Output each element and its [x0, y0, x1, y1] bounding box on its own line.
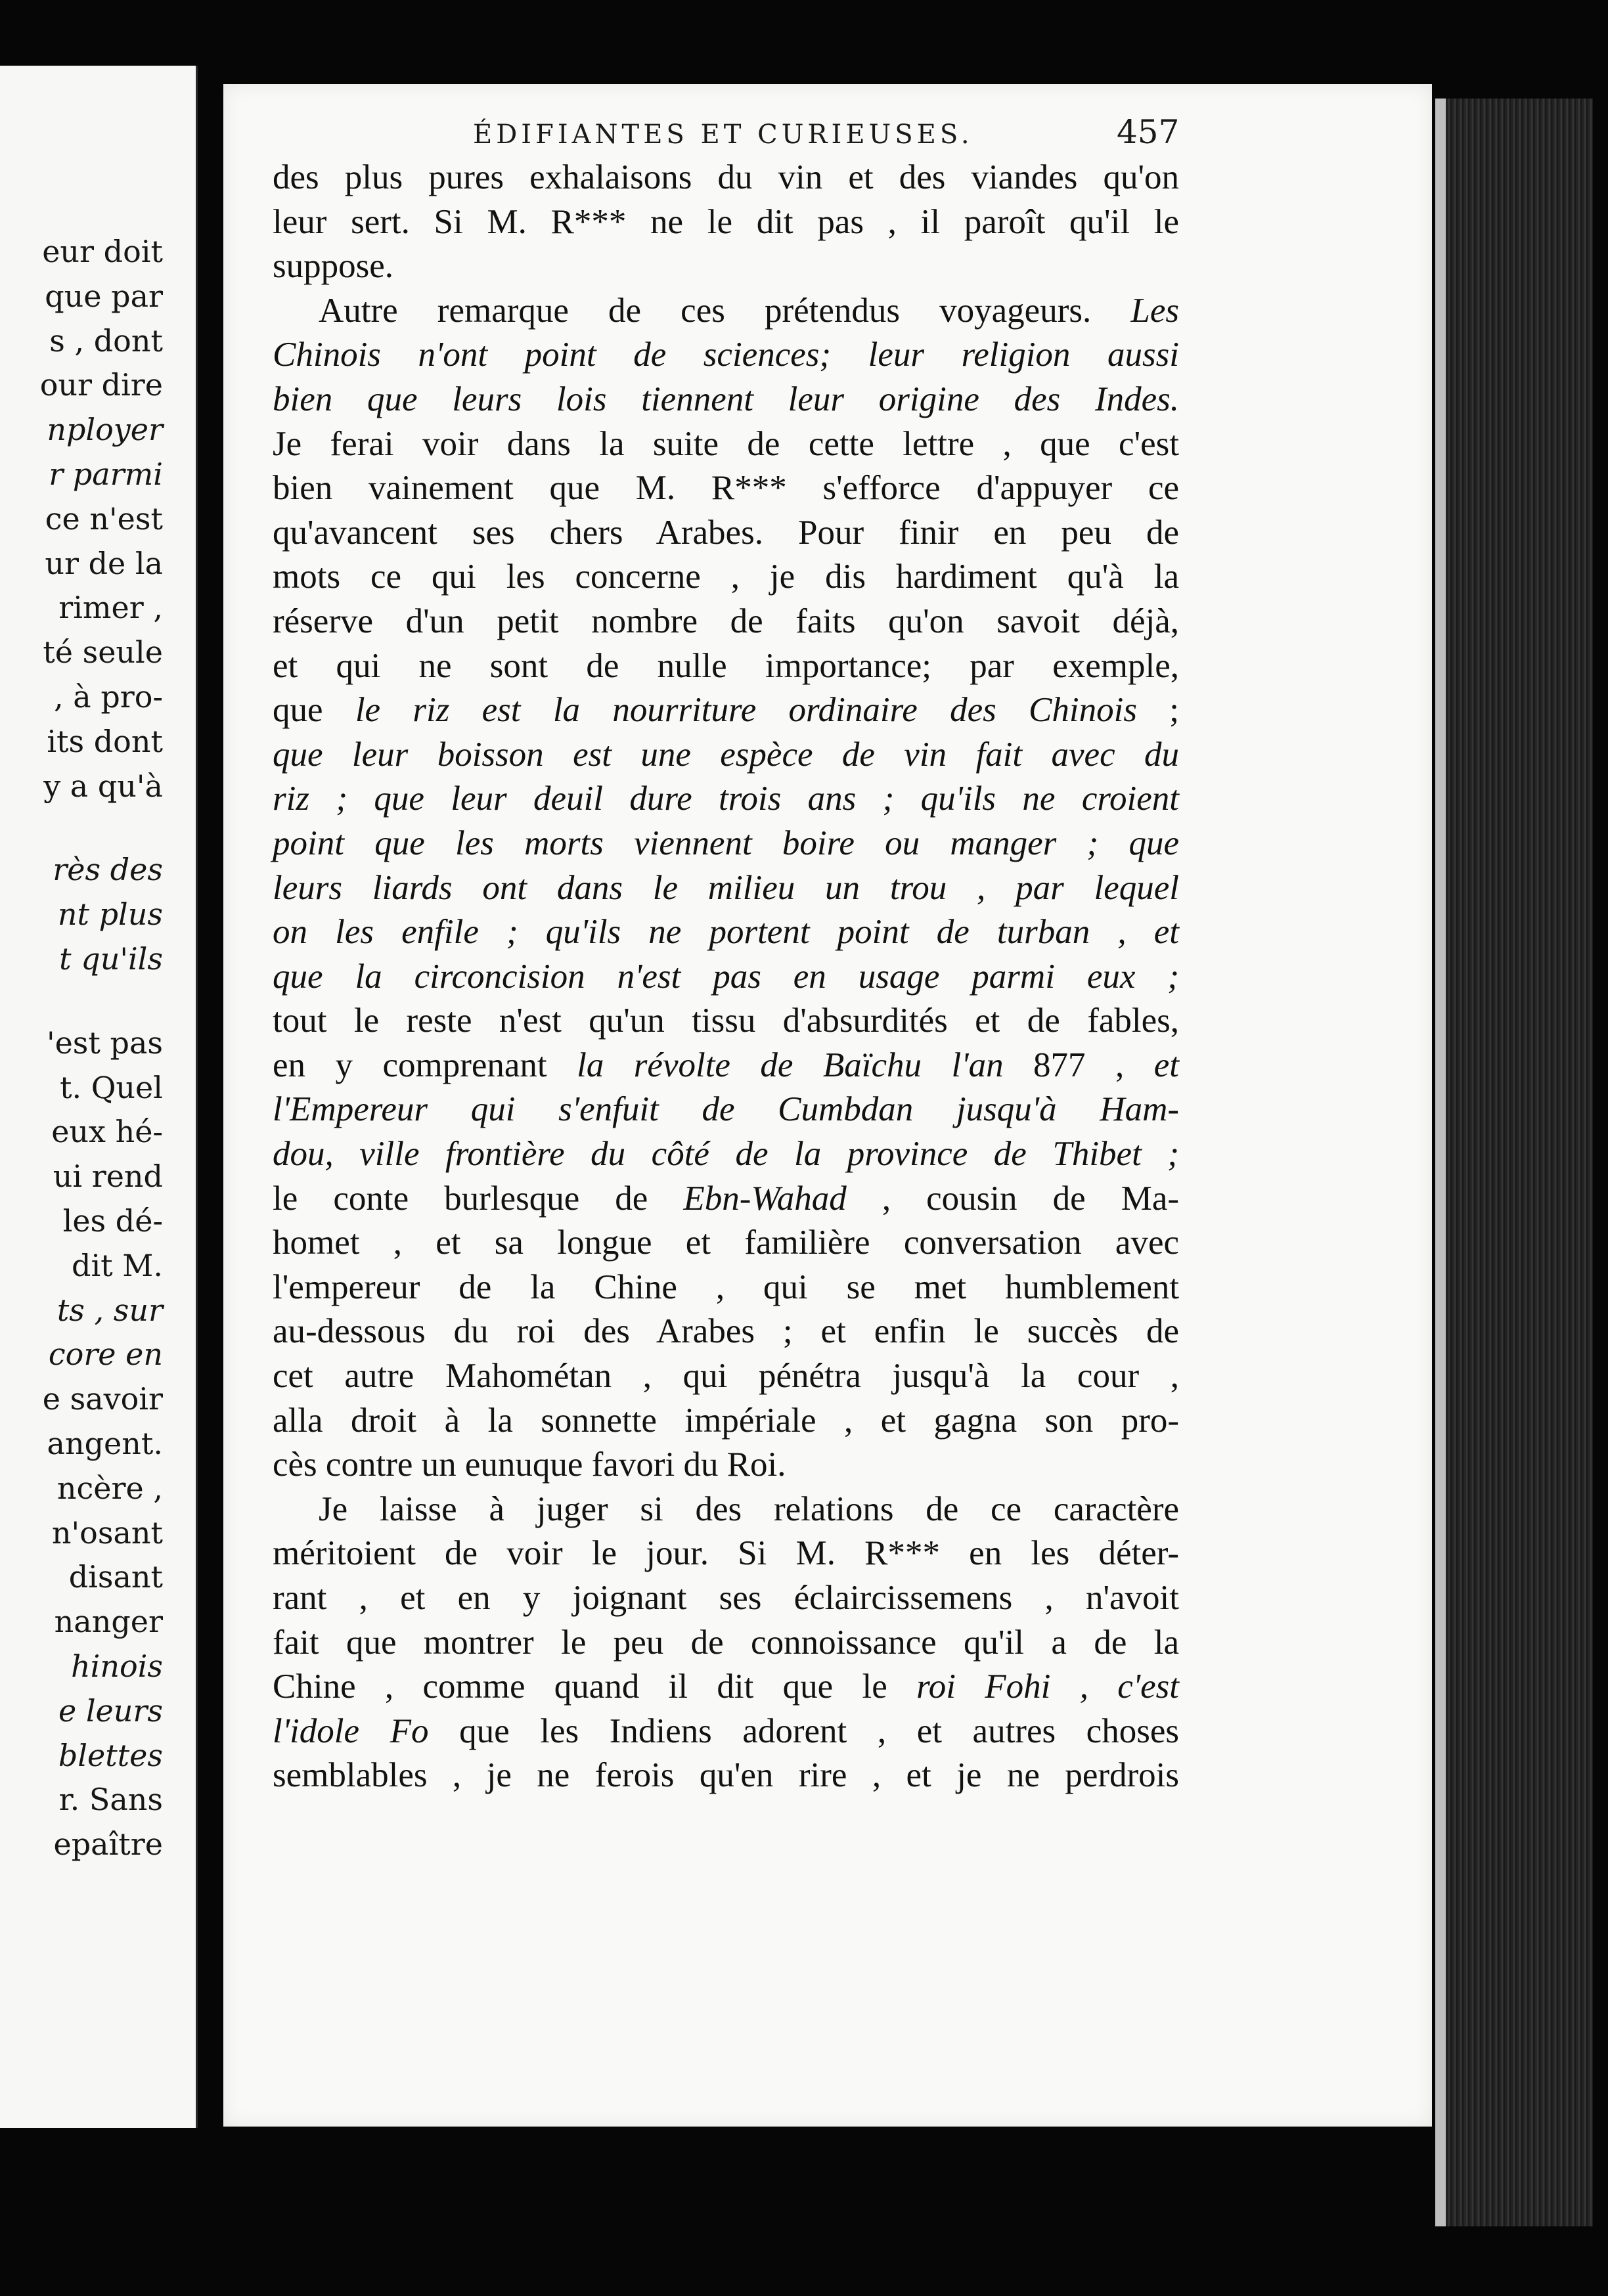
text-segment: que les Indiens adorent , et autres choses [428, 1711, 1179, 1750]
text-segment: cès contre un eunuque favori du Roi. [273, 1446, 786, 1484]
text-segment: Autre remarque de ces prétendus voyageurs. [319, 291, 1131, 330]
facing-page-line: blettes [58, 1737, 163, 1773]
italic-text: leurs liards ont dans le milieu un trou , par lequel [273, 868, 1179, 907]
text-segment: 877 , [1003, 1046, 1154, 1084]
text-line [273, 156, 1179, 200]
facing-page-line: les dé- [62, 1203, 163, 1239]
text-line [273, 378, 1179, 422]
text-segment: en y comprenant [273, 1046, 577, 1084]
italic-text: Les [1130, 291, 1179, 330]
facing-page-line: eur doit [42, 234, 163, 269]
book-edge [1435, 99, 1593, 2226]
facing-page-line: rès des [53, 852, 163, 888]
text-segment: Je laisse à juger si des relations de ce caractère [319, 1490, 1179, 1528]
text-segment: Je ferai voir dans la suite de cette lettre , que c'est [273, 424, 1179, 463]
facing-page-line: our dire [39, 367, 163, 403]
text-segment: méritoient de voir le jour. Si M. R*** en les déter- [273, 1534, 1179, 1573]
text-segment: ; [1136, 691, 1180, 730]
italic-text: et [1153, 1046, 1179, 1084]
facing-page-line: ncère , [56, 1470, 163, 1506]
text-line [273, 200, 1179, 245]
facing-page-line: s , dont [49, 322, 163, 359]
facing-page-line: core en [48, 1336, 163, 1373]
facing-page-line: dit M. [72, 1247, 163, 1283]
text-segment: au-dessous du roi des Arabes ; et enfin le succès de [273, 1312, 1179, 1351]
facing-page-line: 'est pas [46, 1025, 163, 1061]
text-segment: alla droit à la sonnette impériale , et gagna son pro- [273, 1401, 1179, 1440]
text-segment: que [273, 691, 355, 730]
text-line [273, 1710, 1179, 1754]
text-line [273, 910, 1179, 955]
text-segment: mots ce qui les concerne , je dis hardiment qu'à la [273, 558, 1179, 596]
text-line [273, 1754, 1179, 1798]
text-segment: réserve d'un petit nombre de faits qu'on savoit déjà, [273, 602, 1179, 640]
text-segment: tout le reste n'est qu'un tissu d'absurdités et de fables, [273, 1002, 1179, 1040]
text-line [273, 1399, 1179, 1444]
text-line [273, 866, 1179, 911]
facing-page-line: rimer , [58, 590, 163, 626]
italic-text: l'idole Fo [273, 1711, 429, 1750]
text-line [273, 1621, 1179, 1666]
italic-text: roi Fohi , c'est [916, 1667, 1180, 1706]
running-head-title: ÉDIFIANTES ET CURIEUSES. [473, 120, 973, 150]
text-line [273, 1044, 1179, 1088]
text-segment: rant , et en y joignant ses éclaircissemens , n'avoit [273, 1579, 1179, 1617]
text-line [273, 1221, 1179, 1266]
text-line [273, 955, 1179, 1000]
facing-page-line: r parmi [49, 456, 163, 492]
facing-page-line: ce n'est [45, 500, 163, 537]
body-text [273, 156, 1179, 1798]
text-segment: le conte burlesque de [273, 1179, 684, 1218]
facing-page-line: nt plus [57, 896, 163, 933]
text-line [273, 466, 1179, 511]
facing-page-line: t qu'ils [59, 940, 163, 977]
italic-text: dou, ville frontière du côté de la province de Thibet ; [273, 1135, 1179, 1174]
facing-page-line: que par [45, 278, 163, 314]
facing-page-line [0, 808, 163, 848]
italic-text: riz ; que leur deuil dure trois ans ; qu'ils ne croient [273, 780, 1179, 818]
facing-page-line: e leurs [58, 1692, 163, 1729]
facing-page-line: r. Sans [58, 1782, 163, 1818]
text-line [273, 289, 1179, 334]
text-segment: , cousin de Ma- [846, 1179, 1180, 1218]
text-line [273, 1576, 1179, 1621]
facing-page-line: t. Quel [59, 1069, 163, 1105]
text-segment: qu'avancent ses chers Arabes. Pour finir en peu de [273, 513, 1179, 552]
text-line [273, 555, 1179, 600]
text-segment: homet , et sa longue et familière conversation avec [273, 1224, 1179, 1262]
page-number: 457 [1117, 113, 1180, 151]
italic-text: Chinois n'ont point de sciences; leur religion aussi [273, 336, 1179, 374]
facing-page-left [0, 66, 198, 2128]
facing-page-line: nployer [47, 412, 163, 448]
text-line [273, 1532, 1179, 1576]
facing-page-line: angent. [47, 1425, 163, 1461]
facing-page-line: disant [68, 1559, 163, 1595]
italic-text: on les enfile ; qu'ils ne portent point de turban , et [273, 913, 1179, 952]
text-line [273, 1488, 1179, 1532]
text-segment: et qui ne sont de nulle importance; par exemple, [273, 646, 1179, 685]
facing-page-line: ts , sur [56, 1292, 163, 1328]
text-segment: l'empereur de la Chine , qui se met humblement [273, 1268, 1179, 1306]
facing-page-line: hinois [71, 1648, 163, 1684]
text-segment: cet autre Mahométan , qui pénétra jusqu'à la cour , [273, 1357, 1179, 1396]
text-line [273, 1132, 1179, 1177]
italic-text: Ebn-Wahad [683, 1179, 847, 1218]
italic-text: le riz est la nourriture ordinaire des Chinois [355, 691, 1137, 730]
text-line [273, 1443, 1179, 1488]
facing-page-line [0, 982, 163, 1021]
text-line [273, 422, 1179, 467]
text-line [273, 600, 1179, 644]
facing-page-line: epaître [53, 1826, 163, 1863]
italic-text: la révolte de Baïchu l'an [577, 1046, 1004, 1084]
facing-page-line: té seule [43, 634, 163, 671]
text-line [273, 1354, 1179, 1399]
facing-page-line: y a qu'à [43, 768, 163, 804]
text-line [273, 1088, 1179, 1132]
text-segment: leur sert. Si M. R*** ne le dit pas , il paroît qu'il le [273, 202, 1179, 241]
facing-page-line: ui rend [53, 1159, 163, 1195]
text-segment: suppose. [273, 247, 394, 286]
text-segment: des plus pures exhalaisons du vin et des viandes qu'on [273, 158, 1179, 196]
italic-text: bien que leurs lois tiennent leur origine des Indes. [273, 380, 1179, 418]
facing-page-line: e savoir [42, 1381, 163, 1417]
text-line [273, 511, 1179, 556]
text-segment: Chine , comme quand il dit que le [273, 1667, 917, 1706]
page-edge-highlight [1435, 99, 1446, 2226]
facing-page-text [0, 230, 163, 1867]
facing-page-line: , à pro- [54, 678, 163, 715]
facing-page-line: nanger [54, 1604, 163, 1640]
text-line [273, 733, 1179, 778]
text-line [273, 1310, 1179, 1354]
text-segment: bien vainement que M. R*** s'efforce d'appuyer ce [273, 469, 1179, 508]
text-segment: fait que montrer le peu de connoissance qu'il a de la [273, 1623, 1179, 1662]
italic-text: l'Empereur qui s'enfuit de Cumbdan jusqu'à Ham- [273, 1090, 1179, 1129]
text-line [273, 1177, 1179, 1222]
facing-page-line: eux hé- [51, 1114, 163, 1150]
text-line [273, 644, 1179, 689]
italic-text: que leur boisson est une espèce de vin fait avec du [273, 735, 1179, 774]
text-line [273, 777, 1179, 822]
italic-text: point que les morts viennent boire ou manger ; que [273, 824, 1179, 862]
text-line [273, 333, 1179, 378]
text-line [273, 822, 1179, 866]
text-segment: semblables , je ne ferois qu'en rire , et je ne perdrois [273, 1756, 1179, 1795]
facing-page-line: its dont [47, 723, 163, 759]
text-line [273, 1266, 1179, 1310]
text-line [273, 688, 1179, 733]
text-line [273, 244, 1179, 289]
italic-text: que la circoncision n'est pas en usage parmi eux ; [273, 957, 1179, 996]
facing-page-line: ur de la [45, 545, 163, 581]
text-line [273, 999, 1179, 1044]
text-line [273, 1665, 1179, 1710]
facing-page-line: n'osant [51, 1514, 163, 1551]
